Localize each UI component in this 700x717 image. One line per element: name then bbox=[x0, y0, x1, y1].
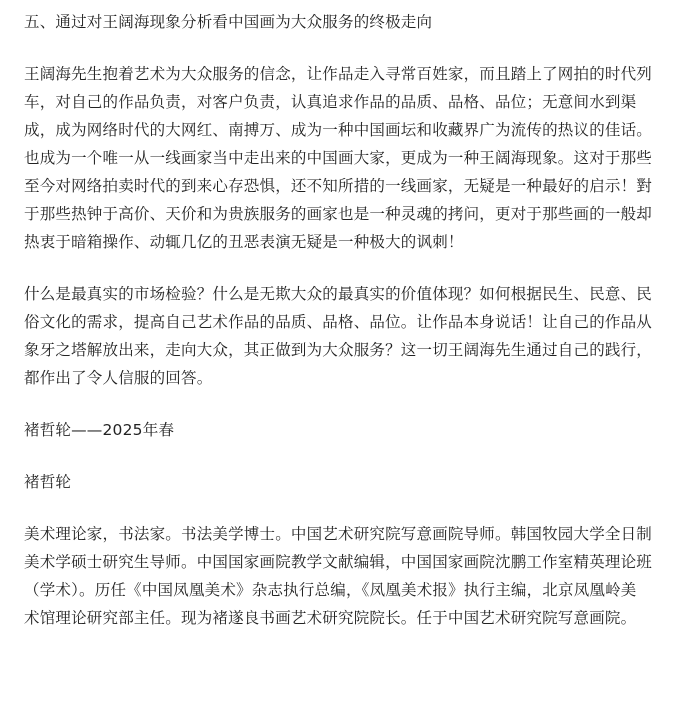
paragraph-line: 成，成为网络时代的大网红、南搏万、成为一种中国画坛和收藏界广为流传的热议的佳话。 bbox=[24, 121, 653, 139]
section-heading: 五、通过对王阔海现象分析看中国画为大众服务的终极走向 bbox=[24, 13, 433, 31]
paragraph-line: 王阔海先生抱着艺术为大众服务的信念，让作品走入寻常百姓家，而且踏上了网拍的时代列 bbox=[24, 65, 653, 83]
bio-line: 术馆理论研究部主任。现为褚遂良书画艺术研究院院长。任于中国艺术研究院写意画院。 bbox=[24, 609, 637, 627]
paragraph-line: 车，对自己的作品负责，对客户负责，认真追求作品的品质、品格、品位；无意间水到渠 bbox=[24, 93, 637, 111]
paragraph-line: 俗文化的需求，提高自己艺术作品的品质、品格、品位。让作品本身说话！让自己的作品从 bbox=[24, 313, 653, 331]
bio-line: 美术学硕士研究生导师。中国国家画院教学文献编辑，中国国家画院沈鹏工作室精英理论班 bbox=[24, 553, 653, 571]
paragraph-1 bbox=[24, 60, 676, 256]
paragraph-line: 于那些热钟于高价、天价和为贵族服务的画家也是一种灵魂的拷问，更对于那些画的一般却 bbox=[24, 205, 653, 223]
paragraph-line: 什么是最真实的市场检验？什么是无欺大众的最真实的价值体现？如何根据民生、民意、民 bbox=[24, 285, 653, 303]
paragraph-line: 热衷于暗箱操作、动辄几亿的丑恶表演无疑是一种极大的讽刺！ bbox=[24, 233, 464, 251]
bio-line: 美术理论家，书法家。书法美学博士。中国艺术研究院写意画院导师。韩国牧园大学全日制 bbox=[24, 525, 653, 543]
author-name: 褚哲轮 bbox=[24, 473, 72, 491]
paragraph-line: 也成为一个唯一从一线画家当中走出来的中国画大家，更成为一种王阔海现象。这对于那些 bbox=[24, 149, 653, 167]
author-bio bbox=[24, 520, 676, 632]
paragraph-line: 都作出了令人信服的回答。 bbox=[24, 369, 213, 387]
paragraph-line: 象牙之塔解放出来，走向大众，其正做到为大众服务？这一切王阔海先生通过自己的践行， bbox=[24, 341, 653, 359]
bio-line: （学术）。历任《中国凤凰美术》杂志执行总编，《凤凰美术报》执行主编，北京凤凰岭美 bbox=[24, 581, 637, 599]
paragraph-line: 至今对网络拍卖时代的到来心存恐惧，还不知所措的一线画家，无疑是一种最好的启示！對 bbox=[24, 177, 653, 195]
signature-line: 褚哲轮——2025年春 bbox=[24, 421, 175, 439]
paragraph-2 bbox=[24, 280, 676, 392]
